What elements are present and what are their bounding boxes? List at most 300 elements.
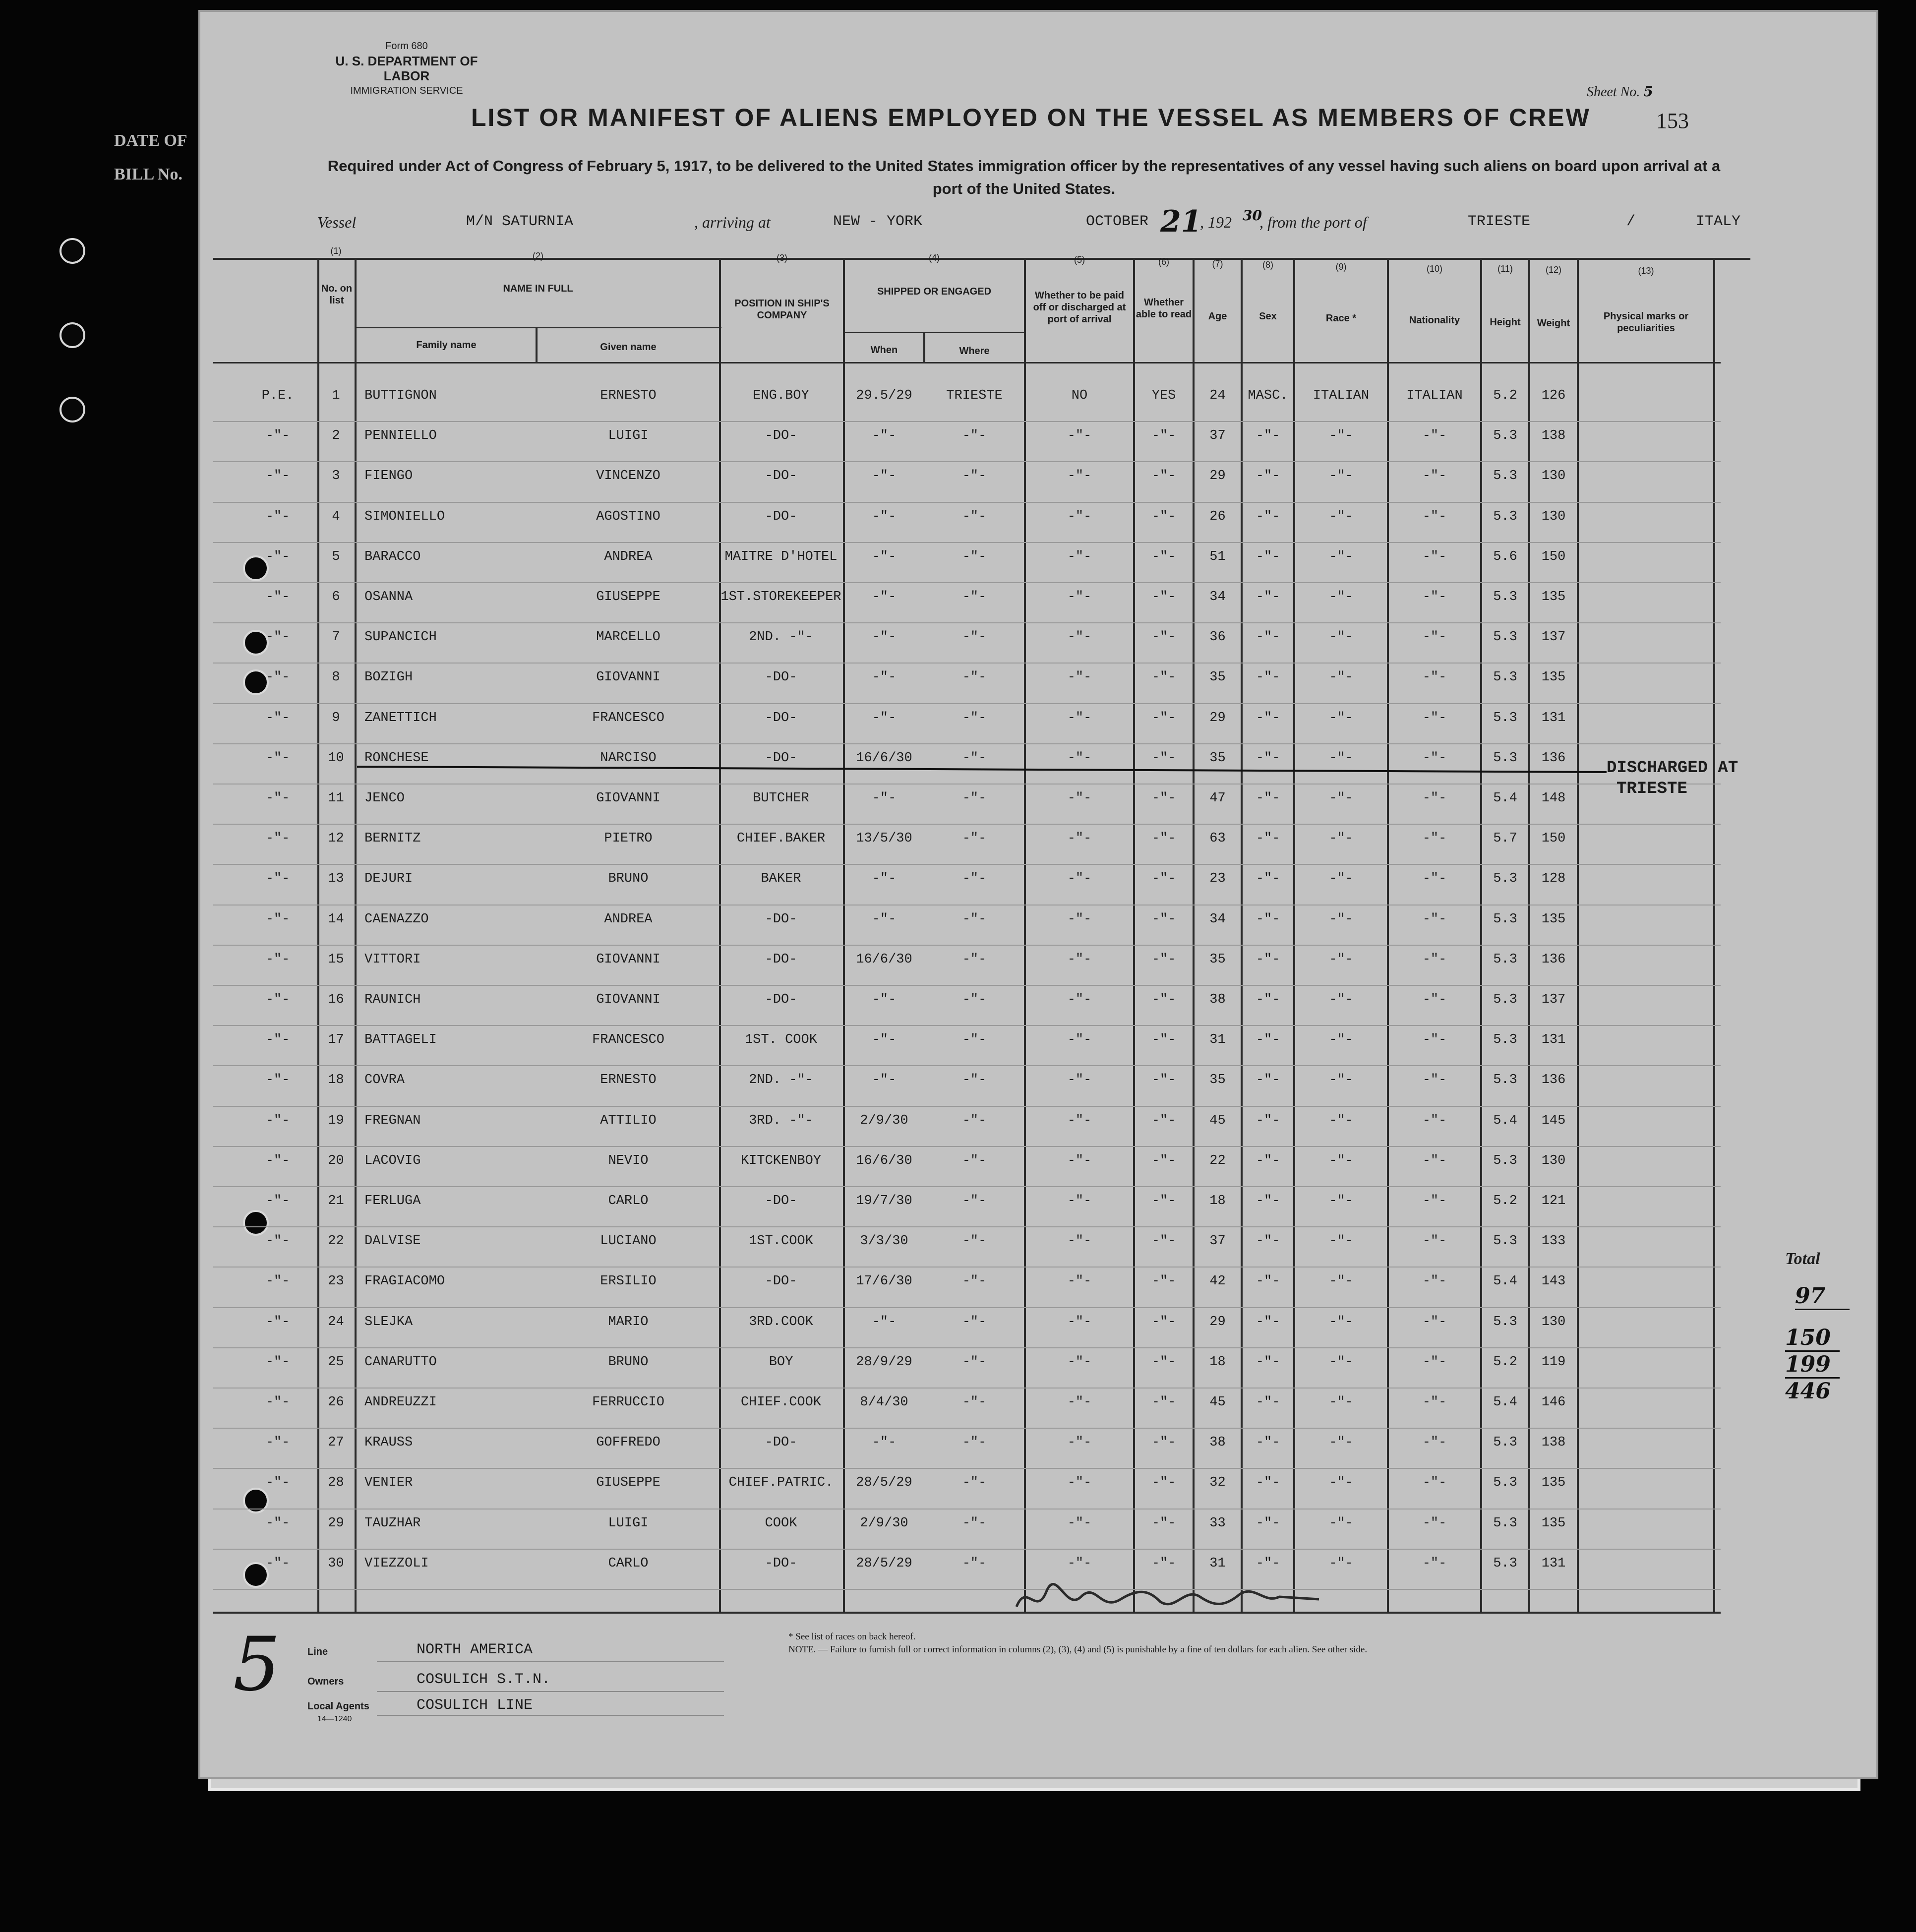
cell-where: -"-	[962, 469, 987, 484]
cell-weight: 145	[1541, 1113, 1566, 1128]
cell-paid: -"-	[1067, 911, 1092, 927]
cell-when: 16/6/30	[856, 1153, 912, 1168]
cell-sex: -"-	[1256, 871, 1280, 887]
cell-paid: -"-	[1067, 1073, 1092, 1088]
cell-weight: 138	[1541, 1435, 1566, 1450]
cell-where: -"-	[962, 630, 987, 645]
punch-hole	[60, 238, 85, 264]
cell-pre: -"-	[265, 469, 290, 484]
cell-paid: -"-	[1067, 952, 1092, 967]
cell-position: COOK	[765, 1515, 797, 1531]
col8-label: Sex	[1259, 311, 1277, 322]
cell-height: 5.3	[1493, 1556, 1517, 1571]
cell-family: ANDREUZZI	[364, 1395, 437, 1410]
cell-race: -"-	[1329, 1032, 1353, 1048]
cell-family: PENNIELLO	[364, 428, 437, 444]
col5-num: (5)	[1074, 255, 1085, 265]
cell-when: -"-	[872, 1435, 897, 1450]
cell-read: -"-	[1151, 469, 1176, 484]
cell-pre: -"-	[265, 1354, 290, 1370]
cell-sex: -"-	[1256, 469, 1280, 484]
cell-race: -"-	[1329, 1556, 1353, 1571]
cell-age: 34	[1209, 911, 1226, 927]
cell-weight: 130	[1541, 1314, 1566, 1329]
cell-weight: 130	[1541, 469, 1566, 484]
port-value: TRIESTE	[1468, 213, 1531, 230]
cell-family: DALVISE	[364, 1234, 421, 1249]
cell-nat: -"-	[1422, 549, 1447, 564]
cell-sex: -"-	[1256, 1475, 1280, 1491]
sheet-value: 5	[1643, 83, 1653, 100]
cell-sex: -"-	[1256, 952, 1280, 967]
table-bottom-rule	[213, 1612, 1721, 1614]
cell-position: BAKER	[761, 871, 801, 887]
punch-hole	[60, 322, 85, 348]
cell-where: -"-	[962, 791, 987, 806]
cell-nat: -"-	[1422, 1556, 1447, 1571]
cell-position: 3RD. -"-	[749, 1113, 813, 1128]
cell-pre: -"-	[265, 750, 290, 766]
cell-family: FRAGIACOMO	[364, 1274, 445, 1289]
cell-age: 18	[1209, 1194, 1226, 1208]
cell-given: GIOVANNI	[596, 952, 660, 967]
cell-nat: -"-	[1422, 590, 1447, 604]
cell-family: VITTORI	[364, 952, 421, 967]
cell-given: ERNESTO	[600, 1073, 657, 1088]
cell-nat: -"-	[1422, 509, 1447, 524]
note-star: * See list of races on back hereof.	[788, 1631, 916, 1642]
cell-race: -"-	[1329, 1354, 1353, 1370]
cell-family: FERLUGA	[364, 1194, 421, 1208]
cell-age: 38	[1209, 1435, 1226, 1450]
cell-given: ERSILIO	[600, 1274, 657, 1289]
cell-position: MAITRE D'HOTEL	[724, 549, 838, 564]
cell-sex: -"-	[1256, 1194, 1280, 1208]
cell-pre: -"-	[265, 911, 290, 927]
cell-weight: 135	[1541, 1475, 1566, 1491]
cell-no: 9	[332, 710, 340, 725]
row-rule	[213, 1025, 1721, 1026]
cell-sex: -"-	[1256, 1274, 1280, 1289]
cell-when: 19/7/30	[856, 1194, 912, 1208]
cell-where: -"-	[962, 1032, 987, 1048]
cell-nat: -"-	[1422, 1153, 1447, 1168]
year-label: , 192	[1200, 213, 1232, 231]
line-value: NORTH AMERICA	[417, 1641, 533, 1658]
row-rule	[213, 824, 1721, 825]
cell-where: -"-	[962, 1475, 987, 1491]
col2-label: NAME IN FULL	[503, 283, 573, 294]
cell-pre: -"-	[265, 710, 290, 725]
row-rule	[213, 582, 1721, 583]
cell-weight: 130	[1541, 1153, 1566, 1168]
cell-when: -"-	[872, 1073, 897, 1088]
cell-where: -"-	[962, 1435, 987, 1450]
cell-weight: 136	[1541, 1073, 1566, 1088]
row-rule	[213, 1468, 1721, 1469]
cell-sex: -"-	[1256, 590, 1280, 604]
cell-race: -"-	[1329, 428, 1353, 444]
cell-height: 5.3	[1493, 911, 1517, 927]
row-rule	[213, 542, 1721, 543]
cell-weight: 128	[1541, 871, 1566, 887]
cell-no: 27	[328, 1435, 344, 1450]
cell-age: 45	[1209, 1395, 1226, 1410]
vessel-label: Vessel	[317, 213, 357, 231]
stamp-number: 153	[1656, 109, 1689, 133]
cell-nat: -"-	[1422, 1194, 1447, 1208]
cell-paid: -"-	[1067, 871, 1092, 887]
cell-age: 47	[1209, 791, 1226, 806]
cell-weight: 135	[1541, 1515, 1566, 1531]
cell-where: -"-	[962, 992, 987, 1007]
cell-when: -"-	[872, 710, 897, 725]
cell-given: MARCELLO	[596, 630, 660, 645]
row-rule	[213, 1106, 1721, 1107]
row-rule	[213, 1347, 1721, 1348]
owners-label: Owners	[307, 1676, 344, 1687]
cell-where: -"-	[962, 710, 987, 725]
form-number: Form 680	[385, 41, 428, 52]
row-rule	[213, 1065, 1721, 1066]
cell-age: 29	[1209, 1314, 1226, 1329]
cell-height: 5.3	[1493, 871, 1517, 887]
footer-note	[788, 1630, 1681, 1656]
discharged-line-2: TRIESTE	[1617, 780, 1687, 798]
department: U. S. DEPARTMENT OF LABOR	[335, 54, 478, 83]
cell-when: -"-	[872, 549, 897, 564]
cell-read: -"-	[1151, 670, 1176, 685]
name-subrule	[355, 327, 721, 328]
line-label: Line	[307, 1646, 328, 1657]
country-value: ITALY	[1696, 213, 1741, 230]
cell-where: -"-	[962, 1234, 987, 1249]
cell-read: -"-	[1151, 791, 1176, 806]
cell-height: 5.6	[1493, 549, 1517, 564]
cell-where: -"-	[962, 1556, 987, 1571]
cell-nat: ITALIAN	[1406, 388, 1463, 403]
cell-height: 5.3	[1493, 1032, 1517, 1048]
cell-race: -"-	[1329, 1113, 1353, 1128]
cell-family: BUTTIGNON	[364, 388, 437, 403]
cell-pre: -"-	[265, 1556, 290, 1571]
col9-label: Race *	[1325, 313, 1357, 324]
cell-family: BERNITZ	[364, 831, 421, 846]
cell-no: 25	[328, 1354, 344, 1370]
cell-nat: -"-	[1422, 1395, 1447, 1410]
cell-no: 17	[328, 1032, 344, 1048]
cell-weight: 131	[1541, 710, 1566, 725]
cell-pre: -"-	[265, 992, 290, 1007]
cell-weight: 136	[1541, 952, 1566, 967]
cell-position: -DO-	[765, 911, 797, 927]
cell-read: -"-	[1151, 871, 1176, 887]
cell-race: -"-	[1329, 469, 1353, 484]
cell-race: -"-	[1329, 911, 1353, 927]
cell-read: -"-	[1151, 1556, 1176, 1571]
cell-where: -"-	[962, 590, 987, 604]
cell-no: 6	[332, 590, 340, 604]
cell-read: -"-	[1151, 992, 1176, 1007]
cell-read: -"-	[1151, 1475, 1176, 1491]
cell-paid: -"-	[1067, 1234, 1092, 1249]
row-rule	[213, 1388, 1721, 1389]
cell-given: NARCISO	[600, 750, 657, 766]
total-value-1: 97	[1795, 1283, 1850, 1310]
cell-weight: 121	[1541, 1194, 1566, 1208]
cell-race: -"-	[1329, 791, 1353, 806]
sheet-number	[1587, 83, 1653, 100]
cell-sex: -"-	[1256, 428, 1280, 444]
cell-nat: -"-	[1422, 1073, 1447, 1088]
cell-where: -"-	[962, 871, 987, 887]
cell-pre: -"-	[265, 1073, 290, 1088]
cell-position: 1ST. COOK	[745, 1032, 817, 1048]
cell-pre: -"-	[265, 1475, 290, 1491]
cell-position: -DO-	[765, 952, 797, 967]
cell-weight: 130	[1541, 509, 1566, 524]
cell-age: 23	[1209, 871, 1226, 887]
cell-paid: -"-	[1067, 1354, 1092, 1370]
cell-paid: NO	[1071, 388, 1088, 403]
cell-when: -"-	[872, 509, 897, 524]
cell-where: -"-	[962, 670, 987, 685]
cell-no: 12	[328, 831, 344, 846]
cell-where: -"-	[962, 428, 987, 444]
cell-position: BOY	[769, 1354, 793, 1370]
cell-height: 5.3	[1493, 1475, 1517, 1491]
cell-age: 26	[1209, 509, 1226, 524]
cell-height: 5.3	[1493, 750, 1517, 766]
note-text: NOTE. — Failure to furnish full or correct information in columns (2), (3), (4) and (5) is punishable by a fine of ten dollars for each alien. See other side.	[788, 1644, 1368, 1655]
cell-no: 3	[332, 469, 340, 484]
cell-sex: -"-	[1256, 509, 1280, 524]
punch-hole	[243, 1210, 269, 1236]
cell-given: FRANCESCO	[592, 1032, 664, 1048]
cell-nat: -"-	[1422, 992, 1447, 1007]
cell-pre: P.E.	[261, 388, 294, 403]
cell-height: 5.2	[1493, 1354, 1517, 1370]
cell-nat: -"-	[1422, 871, 1447, 887]
col7-num: (7)	[1212, 259, 1223, 269]
cell-read: -"-	[1151, 509, 1176, 524]
cell-paid: -"-	[1067, 1113, 1092, 1128]
cell-family: OSANNA	[364, 590, 413, 604]
cell-height: 5.4	[1493, 791, 1517, 806]
cell-sex: -"-	[1256, 630, 1280, 645]
cell-race: -"-	[1329, 871, 1353, 887]
cell-pre: -"-	[265, 428, 290, 444]
cell-sex: -"-	[1256, 1073, 1280, 1088]
cell-race: -"-	[1329, 509, 1353, 524]
cell-height: 5.3	[1493, 1153, 1517, 1168]
cell-nat: -"-	[1422, 952, 1447, 967]
cell-weight: 135	[1541, 590, 1566, 604]
cell-weight: 148	[1541, 791, 1566, 806]
cell-given: BRUNO	[608, 1354, 649, 1370]
cell-no: 1	[332, 388, 340, 403]
cell-age: 31	[1209, 1556, 1226, 1571]
cell-paid: -"-	[1067, 831, 1092, 846]
cell-age: 32	[1209, 1475, 1226, 1491]
cell-height: 5.3	[1493, 670, 1517, 685]
cell-position: 1ST.STOREKEEPER	[720, 590, 841, 604]
row-rule	[213, 1589, 1721, 1590]
cell-position: -DO-	[765, 1435, 797, 1450]
cell-height: 5.3	[1493, 1234, 1517, 1249]
cell-age: 42	[1209, 1274, 1226, 1289]
cell-read: -"-	[1151, 1073, 1176, 1088]
total-value-2: 150	[1785, 1325, 1840, 1352]
cell-read: -"-	[1151, 1274, 1176, 1289]
col11-num: (11)	[1497, 264, 1513, 274]
cell-family: FREGNAN	[364, 1113, 421, 1128]
cell-given: BRUNO	[608, 871, 649, 887]
row-rule	[213, 1428, 1721, 1429]
cell-age: 38	[1209, 992, 1226, 1007]
cell-height: 5.3	[1493, 1073, 1517, 1088]
cell-read: -"-	[1151, 1113, 1176, 1128]
stub-line-1: DATE OF	[114, 131, 187, 150]
cell-paid: -"-	[1067, 710, 1092, 725]
cell-no: 14	[328, 911, 344, 927]
cell-weight: 150	[1541, 831, 1566, 846]
cell-when: 28/9/29	[856, 1354, 912, 1370]
cell-position: -DO-	[765, 710, 797, 725]
cell-nat: -"-	[1422, 1314, 1447, 1329]
cell-no: 18	[328, 1073, 344, 1088]
cell-weight: 137	[1541, 630, 1566, 645]
form-code: 14—1240	[317, 1715, 352, 1723]
cell-sex: -"-	[1256, 1234, 1280, 1249]
cell-paid: -"-	[1067, 1274, 1092, 1289]
cell-height: 5.3	[1493, 509, 1517, 524]
row-rule	[213, 864, 1721, 865]
cell-sex: -"-	[1256, 1113, 1280, 1128]
cell-sex: -"-	[1256, 1153, 1280, 1168]
cell-when: -"-	[872, 590, 897, 604]
cell-age: 24	[1209, 388, 1226, 403]
cell-height: 5.3	[1493, 952, 1517, 967]
cell-weight: 143	[1541, 1274, 1566, 1289]
cell-race: -"-	[1329, 1073, 1353, 1088]
row-rule	[213, 1146, 1721, 1147]
cell-read: -"-	[1151, 1153, 1176, 1168]
cell-family: CANARUTTO	[364, 1354, 437, 1370]
cell-sex: -"-	[1256, 1032, 1280, 1048]
cell-where: -"-	[962, 1395, 987, 1410]
cell-paid: -"-	[1067, 1032, 1092, 1048]
cell-nat: -"-	[1422, 911, 1447, 927]
cell-nat: -"-	[1422, 1354, 1447, 1370]
cell-nat: -"-	[1422, 1475, 1447, 1491]
cell-age: 34	[1209, 590, 1226, 604]
cell-race: -"-	[1329, 1153, 1353, 1168]
month-value: OCTOBER	[1086, 213, 1149, 230]
cell-age: 35	[1209, 670, 1226, 685]
cell-where: -"-	[962, 911, 987, 927]
cell-no: 22	[328, 1234, 344, 1249]
cell-pre: -"-	[265, 1113, 290, 1128]
cell-family: ZANETTICH	[364, 710, 437, 725]
port-label: , from the port of	[1259, 213, 1367, 231]
cell-height: 5.3	[1493, 590, 1517, 604]
cell-sex: -"-	[1256, 549, 1280, 564]
cell-no: 20	[328, 1153, 344, 1168]
cell-paid: -"-	[1067, 1314, 1092, 1329]
cell-height: 5.7	[1493, 831, 1517, 846]
cell-position: -DO-	[765, 670, 797, 685]
cell-race: -"-	[1329, 1395, 1353, 1410]
total-value-3: 199	[1785, 1352, 1840, 1379]
cell-height: 5.2	[1493, 1194, 1517, 1208]
cell-pre: -"-	[265, 1435, 290, 1450]
signature	[1012, 1577, 1329, 1622]
cell-paid: -"-	[1067, 1556, 1092, 1571]
cell-race: -"-	[1329, 1435, 1353, 1450]
cell-given: CARLO	[608, 1556, 649, 1571]
cell-no: 16	[328, 992, 344, 1007]
cell-pre: -"-	[265, 1032, 290, 1048]
cell-position: 2ND. -"-	[749, 1073, 813, 1088]
row-rule	[213, 461, 1721, 462]
cell-paid: -"-	[1067, 750, 1092, 766]
cell-read: -"-	[1151, 549, 1176, 564]
cell-weight: 135	[1541, 911, 1566, 927]
cell-given: FRANCESCO	[592, 710, 664, 725]
cell-race: -"-	[1329, 1515, 1353, 1531]
cell-paid: -"-	[1067, 670, 1092, 685]
cell-where: -"-	[962, 1073, 987, 1088]
cell-when: 28/5/29	[856, 1475, 912, 1491]
cell-where: -"-	[962, 1113, 987, 1128]
cell-position: ENG.BOY	[753, 388, 809, 403]
cell-pre: -"-	[265, 1314, 290, 1329]
footer-rule	[377, 1715, 724, 1716]
cell-when: -"-	[872, 791, 897, 806]
cell-weight: 146	[1541, 1395, 1566, 1410]
cell-read: -"-	[1151, 750, 1176, 766]
stub-line-2: BILL No.	[114, 165, 182, 183]
cell-where: TRIESTE	[946, 388, 1003, 403]
col7-label: Age	[1208, 311, 1227, 322]
row-rule	[213, 784, 1721, 785]
cell-family: RAUNICH	[364, 992, 421, 1007]
cell-weight: 137	[1541, 992, 1566, 1007]
service: IMMIGRATION SERVICE	[350, 85, 463, 96]
col10-num: (10)	[1426, 264, 1442, 274]
cell-nat: -"-	[1422, 1274, 1447, 1289]
cell-position: -DO-	[765, 428, 797, 444]
col5-label: Whether to be paid off or discharged at port of arrival	[1033, 290, 1126, 325]
cell-age: 35	[1209, 1073, 1226, 1088]
cell-paid: -"-	[1067, 1515, 1092, 1531]
cell-age: 45	[1209, 1113, 1226, 1128]
cell-nat: -"-	[1422, 750, 1447, 766]
cell-pre: -"-	[265, 1234, 290, 1249]
cell-nat: -"-	[1422, 428, 1447, 444]
cell-no: 8	[332, 670, 340, 685]
cell-position: 3RD.COOK	[749, 1314, 813, 1329]
owners-value: COSULICH S.T.N.	[417, 1671, 551, 1688]
cell-sex: -"-	[1256, 791, 1280, 806]
left-stub	[114, 124, 198, 193]
cell-sex: -"-	[1256, 1556, 1280, 1571]
cell-pre: -"-	[265, 791, 290, 806]
cell-given: LUCIANO	[600, 1234, 657, 1249]
row-rule	[213, 905, 1721, 906]
cell-height: 5.3	[1493, 428, 1517, 444]
